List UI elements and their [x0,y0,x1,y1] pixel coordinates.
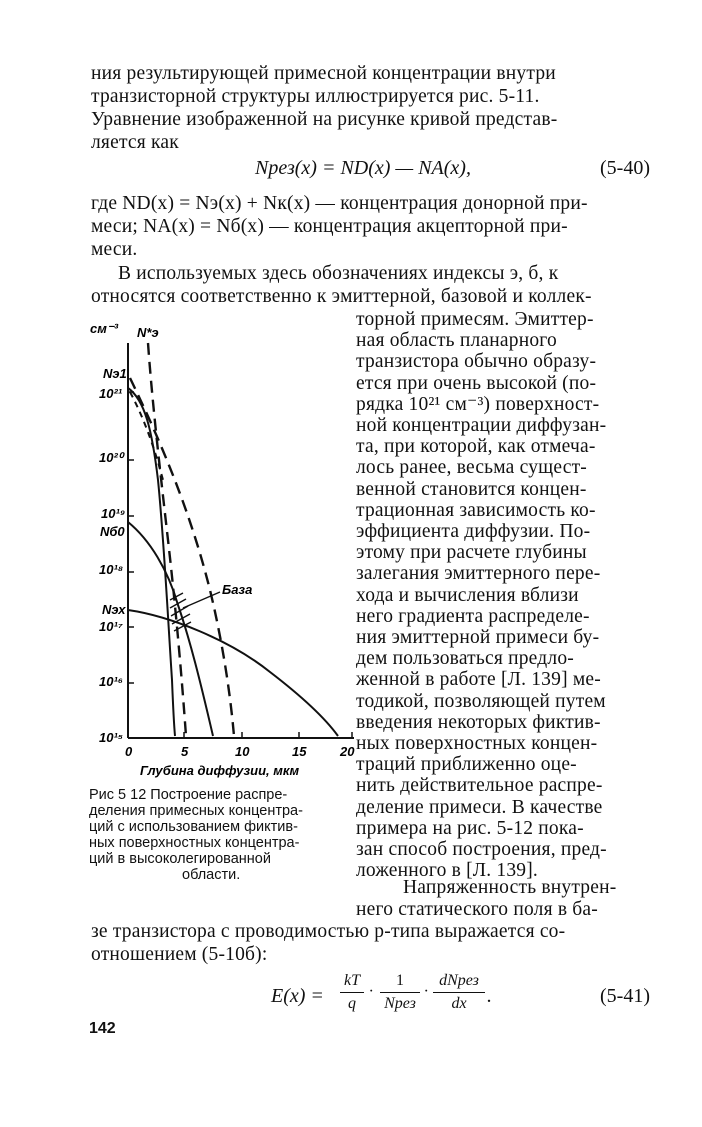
equation-number: (5-40) [600,157,650,179]
text-line: торной примесям. Эмиттер- [356,309,594,330]
label-n-b0: Nб0 [100,524,125,539]
text-line: введения некоторых фиктив- [356,711,601,733]
text-line: женной в работе [Л. 139] ме- [356,669,601,691]
text-line: этому при расчете глубины [356,542,587,564]
eq-end: . [487,985,492,1007]
eq-one: 1 [396,972,404,989]
caption-line: деления примесных концентра- [89,803,303,819]
text-line: Напряженность внутрен- [403,877,617,898]
text-line: дем пользоваться предло- [356,648,574,670]
y-tick-label: 10²¹ [99,386,123,401]
text-line: венной становится концен- [356,478,587,500]
equation-5-40: Nрез(x) = ND(x) — NA(x), [255,157,471,179]
eq-lhs: E(x) = [271,985,324,1007]
label-n-ex: Nэх [102,602,126,617]
text-line: зан способ построения, пред- [356,839,607,860]
base-pointer-line [183,592,220,608]
caption-line: области. [182,867,241,883]
x-tick-label: 10 [235,744,250,759]
emitter-profile-curve [128,388,175,736]
eq-nrez: Nрез [384,995,416,1012]
equation-number: (5-41) [600,985,650,1007]
text-line: хода и вычисления вблизи [356,584,579,606]
text-line: отношением (5-10б): [91,944,268,965]
text-line: транзистора обычно образу- [356,351,597,373]
caption-line: Рис 5 12 Построение распре- [89,787,288,803]
text-line: нить действительное распре- [356,775,603,797]
x-tick-label: 5 [181,744,189,759]
x-axis-label: Глубина диффузии, мкм [140,763,300,778]
text-line: меси. [91,239,138,260]
text-line: него статического поля в ба- [356,899,598,920]
text-line: ная область планарного [356,330,557,352]
text-line: залегания эмиттерного пере- [356,563,601,585]
text-line: ложенного в [Л. 139]. [356,860,538,882]
y-tick-label: 10¹⁸ [99,562,124,577]
fictive-profile-dashed-1 [148,343,186,736]
text-line: где ND(x) = Nэ(x) + Nк(x) — концентрация донорной при- [91,193,588,214]
eq-dx: dx [451,995,467,1012]
text-line: ных поверхностных концен- [356,733,598,754]
text-line: транзисторной структуры иллюстрируется рис. 5-11. [91,86,540,107]
x-tick-label: 20 [340,744,355,759]
text-line: меси; NA(x) = Nб(x) — концентрация акцепторной при- [91,216,568,237]
base-label: База [222,582,253,597]
y-unit-label: см⁻³ [90,321,119,336]
text-line: рядка 10²¹ см⁻³) поверхност- [356,393,600,415]
text-line: ной концентрации диффузан- [356,415,607,436]
text-line: деление примеси. В качестве [356,796,603,818]
text-line: эффициента диффузии. По- [356,521,591,542]
collector-profile-curve [128,610,338,736]
text-line: лось ранее, весьма сущест- [356,457,587,479]
text-line: ния результирующей примесной концентрации внутри [91,63,556,84]
fraction-bar [340,992,364,993]
fraction-bar [433,992,485,993]
text-line: та, при которой, как отмеча- [356,436,596,458]
y-tick-label: 10¹⁹ [101,506,126,521]
text-line: тодикой, позволяющей путем [356,690,606,712]
text-line: В используемых здесь обозначениях индексы э, б, к [118,263,559,284]
text-line: ляется как [91,132,179,153]
text-line: относятся соответственно к эмиттерной, базовой и коллек- [91,286,592,307]
text-line: траций приближенно оце- [356,754,577,776]
eq-q: q [348,995,356,1012]
text-line: ется при очень высокой (по- [356,372,597,394]
text-line: ния эмиттерной примеси бу- [356,627,600,648]
eq-dn: dNрез [439,972,479,989]
y-tick-label: 10¹⁵ [99,730,124,745]
y-tick-label: 10¹⁷ [99,619,123,634]
fictive-profile-dashed-2 [130,378,234,736]
label-n-e1: Nэ1 [103,366,127,381]
x-tick-label: 0 [125,744,133,759]
eq-dot: · [424,983,428,1000]
text-line: Уравнение изображенной на рисунке кривой представ- [91,109,558,130]
y-tick-label: 10²⁰ [99,450,124,465]
text-line: трационная зависимость ко- [356,499,596,521]
page-number: 142 [89,1020,116,1037]
base-profile-curve [128,522,213,736]
fraction-bar [380,992,420,993]
eq-dot: · [369,983,373,1000]
caption-line: ций с использованием фиктив- [89,819,298,835]
x-tick-label: 15 [292,744,307,759]
y-tick-marks [128,392,134,683]
text-line: примера на рис. 5-12 пока- [356,817,584,839]
fictive-profile-dashed-3 [130,392,163,480]
x-tick-marks [184,732,352,738]
base-region-hatch [170,593,191,631]
caption-line: ных поверхностных концентра- [89,835,300,851]
eq-kt: kT [344,972,360,989]
text-line: него градиента распределе- [356,605,590,627]
label-n-star: N*э [137,325,159,340]
caption-line: ций в высоколегированной [89,851,271,867]
text-line: зе транзистора с проводимостью p-типа выражается со- [91,921,566,942]
y-tick-label: 10¹⁶ [99,674,124,689]
